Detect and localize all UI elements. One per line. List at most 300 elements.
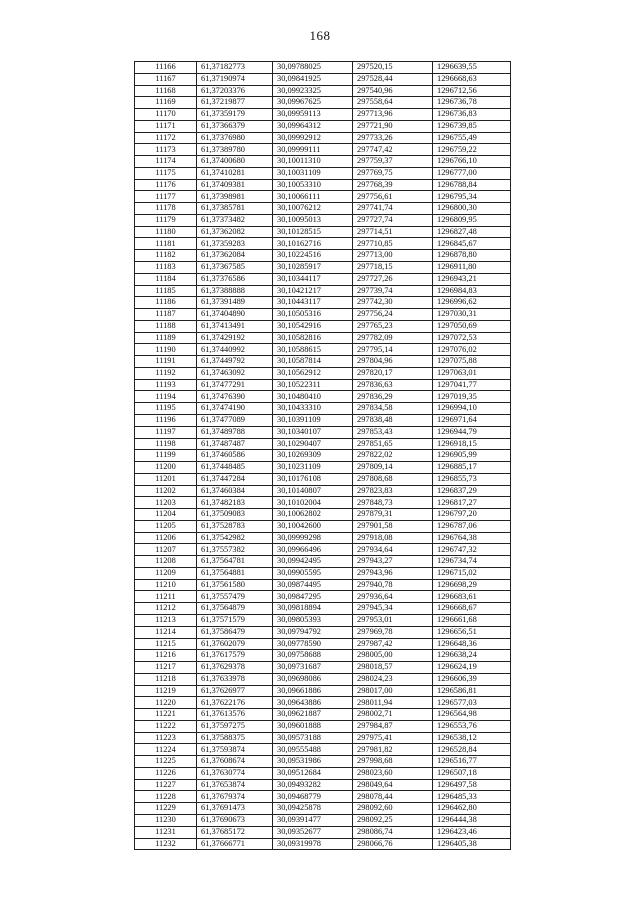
point-number-cell: 11177 bbox=[135, 191, 197, 203]
y-coordinate-cell: 1296984,83 bbox=[433, 285, 511, 297]
table-row bbox=[135, 567, 511, 579]
point-number-cell: 11172 bbox=[135, 132, 197, 144]
y-coordinate-cell: 1296845,67 bbox=[433, 238, 511, 250]
longitude-cell: 30,10128515 bbox=[273, 226, 353, 238]
y-coordinate-cell: 1296444,38 bbox=[433, 815, 511, 827]
x-coordinate-cell: 297747,42 bbox=[353, 144, 433, 156]
longitude-cell: 30,09966496 bbox=[273, 544, 353, 556]
table-row bbox=[135, 709, 511, 721]
x-coordinate-cell: 297987,42 bbox=[353, 638, 433, 650]
longitude-cell: 30,09818894 bbox=[273, 603, 353, 615]
point-number-cell: 11224 bbox=[135, 744, 197, 756]
table-row bbox=[135, 179, 511, 191]
longitude-cell: 30,09493282 bbox=[273, 779, 353, 791]
latitude-cell: 61,37359179 bbox=[197, 109, 273, 121]
x-coordinate-cell: 297528,44 bbox=[353, 73, 433, 85]
longitude-cell: 30,10505316 bbox=[273, 309, 353, 321]
table-row bbox=[135, 803, 511, 815]
y-coordinate-cell: 1296755,49 bbox=[433, 132, 511, 144]
point-number-cell: 11220 bbox=[135, 697, 197, 709]
point-number-cell: 11186 bbox=[135, 297, 197, 309]
point-number-cell: 11211 bbox=[135, 591, 197, 603]
point-number-cell: 11225 bbox=[135, 756, 197, 768]
longitude-cell: 30,09698086 bbox=[273, 673, 353, 685]
point-number-cell: 11183 bbox=[135, 262, 197, 274]
x-coordinate-cell: 297756,61 bbox=[353, 191, 433, 203]
longitude-cell: 30,09555488 bbox=[273, 744, 353, 756]
latitude-cell: 61,37477291 bbox=[197, 379, 273, 391]
x-coordinate-cell: 297901,58 bbox=[353, 520, 433, 532]
latitude-cell: 61,37690673 bbox=[197, 815, 273, 827]
longitude-cell: 30,09959113 bbox=[273, 109, 353, 121]
y-coordinate-cell: 1296739,85 bbox=[433, 120, 511, 132]
y-coordinate-cell: 1296736,78 bbox=[433, 97, 511, 109]
longitude-cell: 30,10340107 bbox=[273, 426, 353, 438]
longitude-cell: 30,10285917 bbox=[273, 262, 353, 274]
x-coordinate-cell: 298024,23 bbox=[353, 673, 433, 685]
x-coordinate-cell: 298023,60 bbox=[353, 767, 433, 779]
longitude-cell: 30,09874495 bbox=[273, 579, 353, 591]
latitude-cell: 61,37477089 bbox=[197, 414, 273, 426]
point-number-cell: 11171 bbox=[135, 120, 197, 132]
longitude-cell: 30,09352677 bbox=[273, 826, 353, 838]
latitude-cell: 61,37608674 bbox=[197, 756, 273, 768]
y-coordinate-cell: 1297072,53 bbox=[433, 332, 511, 344]
point-number-cell: 11223 bbox=[135, 732, 197, 744]
y-coordinate-cell: 1296538,12 bbox=[433, 732, 511, 744]
longitude-cell: 30,09847295 bbox=[273, 591, 353, 603]
x-coordinate-cell: 297520,15 bbox=[353, 62, 433, 74]
table-row bbox=[135, 650, 511, 662]
table-row bbox=[135, 85, 511, 97]
latitude-cell: 61,37653874 bbox=[197, 779, 273, 791]
point-number-cell: 11201 bbox=[135, 473, 197, 485]
x-coordinate-cell: 298066,76 bbox=[353, 838, 433, 850]
y-coordinate-cell: 1296766,10 bbox=[433, 156, 511, 168]
x-coordinate-cell: 297823,83 bbox=[353, 485, 433, 497]
x-coordinate-cell: 297742,30 bbox=[353, 297, 433, 309]
latitude-cell: 61,37633978 bbox=[197, 673, 273, 685]
y-coordinate-cell: 1296661,68 bbox=[433, 614, 511, 626]
longitude-cell: 30,09905595 bbox=[273, 567, 353, 579]
x-coordinate-cell: 297851,65 bbox=[353, 438, 433, 450]
latitude-cell: 61,37666771 bbox=[197, 838, 273, 850]
point-number-cell: 11198 bbox=[135, 438, 197, 450]
point-number-cell: 11232 bbox=[135, 838, 197, 850]
y-coordinate-cell: 1296586,81 bbox=[433, 685, 511, 697]
table-row bbox=[135, 320, 511, 332]
x-coordinate-cell: 297765,23 bbox=[353, 320, 433, 332]
y-coordinate-cell: 1296795,34 bbox=[433, 191, 511, 203]
y-coordinate-cell: 1296648,36 bbox=[433, 638, 511, 650]
longitude-cell: 30,10443117 bbox=[273, 297, 353, 309]
y-coordinate-cell: 1296606,39 bbox=[433, 673, 511, 685]
longitude-cell: 30,10391109 bbox=[273, 414, 353, 426]
latitude-cell: 61,37219877 bbox=[197, 97, 273, 109]
latitude-cell: 61,37593874 bbox=[197, 744, 273, 756]
y-coordinate-cell: 1297063,01 bbox=[433, 367, 511, 379]
y-coordinate-cell: 1296855,73 bbox=[433, 473, 511, 485]
y-coordinate-cell: 1296911,80 bbox=[433, 262, 511, 274]
table-row bbox=[135, 767, 511, 779]
x-coordinate-cell: 297820,17 bbox=[353, 367, 433, 379]
longitude-cell: 30,09391477 bbox=[273, 815, 353, 827]
point-number-cell: 11194 bbox=[135, 391, 197, 403]
longitude-cell: 30,10162716 bbox=[273, 238, 353, 250]
x-coordinate-cell: 297713,96 bbox=[353, 109, 433, 121]
longitude-cell: 30,10582816 bbox=[273, 332, 353, 344]
table-row bbox=[135, 744, 511, 756]
y-coordinate-cell: 1296759,22 bbox=[433, 144, 511, 156]
table-row bbox=[135, 673, 511, 685]
latitude-cell: 61,37630774 bbox=[197, 767, 273, 779]
y-coordinate-cell: 1296734,74 bbox=[433, 556, 511, 568]
x-coordinate-cell: 298078,44 bbox=[353, 791, 433, 803]
latitude-cell: 61,37626977 bbox=[197, 685, 273, 697]
x-coordinate-cell: 297769,75 bbox=[353, 167, 433, 179]
longitude-cell: 30,09923325 bbox=[273, 85, 353, 97]
y-coordinate-cell: 1296698,29 bbox=[433, 579, 511, 591]
y-coordinate-cell: 1296528,84 bbox=[433, 744, 511, 756]
x-coordinate-cell: 297741,74 bbox=[353, 203, 433, 215]
x-coordinate-cell: 298086,74 bbox=[353, 826, 433, 838]
table-row bbox=[135, 120, 511, 132]
table-row bbox=[135, 332, 511, 344]
latitude-cell: 61,37367585 bbox=[197, 262, 273, 274]
x-coordinate-cell: 297721,90 bbox=[353, 120, 433, 132]
y-coordinate-cell: 1296800,30 bbox=[433, 203, 511, 215]
longitude-cell: 30,09425878 bbox=[273, 803, 353, 815]
table-row bbox=[135, 203, 511, 215]
y-coordinate-cell: 1297050,69 bbox=[433, 320, 511, 332]
longitude-cell: 30,10588615 bbox=[273, 344, 353, 356]
x-coordinate-cell: 297558,64 bbox=[353, 97, 433, 109]
table-row bbox=[135, 697, 511, 709]
latitude-cell: 61,37447284 bbox=[197, 473, 273, 485]
longitude-cell: 30,10522311 bbox=[273, 379, 353, 391]
table-row bbox=[135, 462, 511, 474]
latitude-cell: 61,37564881 bbox=[197, 567, 273, 579]
longitude-cell: 30,10421217 bbox=[273, 285, 353, 297]
x-coordinate-cell: 297733,26 bbox=[353, 132, 433, 144]
coordinates-table bbox=[134, 61, 511, 850]
latitude-cell: 61,37182773 bbox=[197, 62, 273, 74]
longitude-cell: 30,09731687 bbox=[273, 662, 353, 674]
latitude-cell: 61,37389780 bbox=[197, 144, 273, 156]
x-coordinate-cell: 298018,57 bbox=[353, 662, 433, 674]
x-coordinate-cell: 297809,14 bbox=[353, 462, 433, 474]
table-row bbox=[135, 826, 511, 838]
table-row bbox=[135, 520, 511, 532]
longitude-cell: 30,10062802 bbox=[273, 509, 353, 521]
point-number-cell: 11216 bbox=[135, 650, 197, 662]
point-number-cell: 11199 bbox=[135, 450, 197, 462]
table-row bbox=[135, 791, 511, 803]
latitude-cell: 61,37385781 bbox=[197, 203, 273, 215]
latitude-cell: 61,37391489 bbox=[197, 297, 273, 309]
x-coordinate-cell: 297756,24 bbox=[353, 309, 433, 321]
latitude-cell: 61,37448485 bbox=[197, 462, 273, 474]
latitude-cell: 61,37597275 bbox=[197, 720, 273, 732]
latitude-cell: 61,37362084 bbox=[197, 250, 273, 262]
table-row bbox=[135, 356, 511, 368]
longitude-cell: 30,10269309 bbox=[273, 450, 353, 462]
point-number-cell: 11210 bbox=[135, 579, 197, 591]
x-coordinate-cell: 297940,78 bbox=[353, 579, 433, 591]
table-row bbox=[135, 285, 511, 297]
table-row bbox=[135, 403, 511, 415]
y-coordinate-cell: 1296656,51 bbox=[433, 626, 511, 638]
point-number-cell: 11168 bbox=[135, 85, 197, 97]
point-number-cell: 11174 bbox=[135, 156, 197, 168]
point-number-cell: 11169 bbox=[135, 97, 197, 109]
latitude-cell: 61,37557382 bbox=[197, 544, 273, 556]
y-coordinate-cell: 1296797,20 bbox=[433, 509, 511, 521]
y-coordinate-cell: 1296712,56 bbox=[433, 85, 511, 97]
table-row bbox=[135, 191, 511, 203]
point-number-cell: 11213 bbox=[135, 614, 197, 626]
latitude-cell: 61,37679374 bbox=[197, 791, 273, 803]
y-coordinate-cell: 1296638,24 bbox=[433, 650, 511, 662]
table-row bbox=[135, 262, 511, 274]
longitude-cell: 30,10102004 bbox=[273, 497, 353, 509]
latitude-cell: 61,37685172 bbox=[197, 826, 273, 838]
y-coordinate-cell: 1296809,95 bbox=[433, 214, 511, 226]
y-coordinate-cell: 1296715,02 bbox=[433, 567, 511, 579]
latitude-cell: 61,37564781 bbox=[197, 556, 273, 568]
table-row bbox=[135, 156, 511, 168]
y-coordinate-cell: 1296497,58 bbox=[433, 779, 511, 791]
latitude-cell: 61,37440992 bbox=[197, 344, 273, 356]
x-coordinate-cell: 297713,00 bbox=[353, 250, 433, 262]
y-coordinate-cell: 1296485,33 bbox=[433, 791, 511, 803]
table-row bbox=[135, 626, 511, 638]
point-number-cell: 11200 bbox=[135, 462, 197, 474]
x-coordinate-cell: 297834,58 bbox=[353, 403, 433, 415]
y-coordinate-cell: 1296787,06 bbox=[433, 520, 511, 532]
x-coordinate-cell: 297782,09 bbox=[353, 332, 433, 344]
table-row bbox=[135, 720, 511, 732]
latitude-cell: 61,37404890 bbox=[197, 309, 273, 321]
latitude-cell: 61,37203376 bbox=[197, 85, 273, 97]
x-coordinate-cell: 297943,27 bbox=[353, 556, 433, 568]
x-coordinate-cell: 298011,94 bbox=[353, 697, 433, 709]
point-number-cell: 11179 bbox=[135, 214, 197, 226]
y-coordinate-cell: 1296971,64 bbox=[433, 414, 511, 426]
longitude-cell: 30,09794792 bbox=[273, 626, 353, 638]
table-row bbox=[135, 109, 511, 121]
latitude-cell: 61,37489788 bbox=[197, 426, 273, 438]
page-number: 168 bbox=[309, 28, 331, 43]
x-coordinate-cell: 297848,73 bbox=[353, 497, 433, 509]
table-row bbox=[135, 732, 511, 744]
y-coordinate-cell: 1296878,80 bbox=[433, 250, 511, 262]
latitude-cell: 61,37373482 bbox=[197, 214, 273, 226]
y-coordinate-cell: 1296564,98 bbox=[433, 709, 511, 721]
point-number-cell: 11206 bbox=[135, 532, 197, 544]
point-number-cell: 11180 bbox=[135, 226, 197, 238]
longitude-cell: 30,10224516 bbox=[273, 250, 353, 262]
latitude-cell: 61,37463092 bbox=[197, 367, 273, 379]
longitude-cell: 30,10433310 bbox=[273, 403, 353, 415]
latitude-cell: 61,37528783 bbox=[197, 520, 273, 532]
point-number-cell: 11175 bbox=[135, 167, 197, 179]
longitude-cell: 30,10587814 bbox=[273, 356, 353, 368]
point-number-cell: 11176 bbox=[135, 179, 197, 191]
table-row bbox=[135, 426, 511, 438]
longitude-cell: 30,09573188 bbox=[273, 732, 353, 744]
latitude-cell: 61,37460384 bbox=[197, 485, 273, 497]
latitude-cell: 61,37586479 bbox=[197, 626, 273, 638]
x-coordinate-cell: 297838,48 bbox=[353, 414, 433, 426]
longitude-cell: 30,09601888 bbox=[273, 720, 353, 732]
latitude-cell: 61,37476390 bbox=[197, 391, 273, 403]
x-coordinate-cell: 297795,14 bbox=[353, 344, 433, 356]
y-coordinate-cell: 1296996,62 bbox=[433, 297, 511, 309]
y-coordinate-cell: 1296747,32 bbox=[433, 544, 511, 556]
point-number-cell: 11190 bbox=[135, 344, 197, 356]
x-coordinate-cell: 297853,43 bbox=[353, 426, 433, 438]
y-coordinate-cell: 1296553,76 bbox=[433, 720, 511, 732]
x-coordinate-cell: 297998,68 bbox=[353, 756, 433, 768]
point-number-cell: 11218 bbox=[135, 673, 197, 685]
table-row bbox=[135, 344, 511, 356]
table-row bbox=[135, 556, 511, 568]
table-row bbox=[135, 532, 511, 544]
y-coordinate-cell: 1296668,67 bbox=[433, 603, 511, 615]
point-number-cell: 11187 bbox=[135, 309, 197, 321]
point-number-cell: 11167 bbox=[135, 73, 197, 85]
longitude-cell: 30,09964312 bbox=[273, 120, 353, 132]
table-row bbox=[135, 579, 511, 591]
latitude-cell: 61,37542982 bbox=[197, 532, 273, 544]
point-number-cell: 11212 bbox=[135, 603, 197, 615]
y-coordinate-cell: 1296736,83 bbox=[433, 109, 511, 121]
longitude-cell: 30,10542916 bbox=[273, 320, 353, 332]
latitude-cell: 61,37482183 bbox=[197, 497, 273, 509]
latitude-cell: 61,37613576 bbox=[197, 709, 273, 721]
y-coordinate-cell: 1296918,15 bbox=[433, 438, 511, 450]
y-coordinate-cell: 1296905,99 bbox=[433, 450, 511, 462]
table-row bbox=[135, 367, 511, 379]
point-number-cell: 11215 bbox=[135, 638, 197, 650]
table-row bbox=[135, 497, 511, 509]
y-coordinate-cell: 1296577,03 bbox=[433, 697, 511, 709]
y-coordinate-cell: 1296423,46 bbox=[433, 826, 511, 838]
longitude-cell: 30,09319978 bbox=[273, 838, 353, 850]
table-row bbox=[135, 662, 511, 674]
latitude-cell: 61,37398981 bbox=[197, 191, 273, 203]
y-coordinate-cell: 1296764,38 bbox=[433, 532, 511, 544]
point-number-cell: 11231 bbox=[135, 826, 197, 838]
longitude-cell: 30,10140807 bbox=[273, 485, 353, 497]
table-row bbox=[135, 544, 511, 556]
longitude-cell: 30,09512684 bbox=[273, 767, 353, 779]
point-number-cell: 11214 bbox=[135, 626, 197, 638]
longitude-cell: 30,09992912 bbox=[273, 132, 353, 144]
longitude-cell: 30,09531986 bbox=[273, 756, 353, 768]
latitude-cell: 61,37449792 bbox=[197, 356, 273, 368]
y-coordinate-cell: 1296462,80 bbox=[433, 803, 511, 815]
point-number-cell: 11184 bbox=[135, 273, 197, 285]
table-row bbox=[135, 685, 511, 697]
y-coordinate-cell: 1296516,77 bbox=[433, 756, 511, 768]
table-row bbox=[135, 438, 511, 450]
longitude-cell: 30,09758688 bbox=[273, 650, 353, 662]
x-coordinate-cell: 297975,41 bbox=[353, 732, 433, 744]
x-coordinate-cell: 297836,29 bbox=[353, 391, 433, 403]
point-number-cell: 11221 bbox=[135, 709, 197, 721]
x-coordinate-cell: 297981,82 bbox=[353, 744, 433, 756]
latitude-cell: 61,37487487 bbox=[197, 438, 273, 450]
x-coordinate-cell: 297540,96 bbox=[353, 85, 433, 97]
longitude-cell: 30,10231109 bbox=[273, 462, 353, 474]
x-coordinate-cell: 298049,64 bbox=[353, 779, 433, 791]
longitude-cell: 30,09788025 bbox=[273, 62, 353, 74]
latitude-cell: 61,37617579 bbox=[197, 650, 273, 662]
latitude-cell: 61,37362082 bbox=[197, 226, 273, 238]
point-number-cell: 11226 bbox=[135, 767, 197, 779]
point-number-cell: 11209 bbox=[135, 567, 197, 579]
longitude-cell: 30,10031109 bbox=[273, 167, 353, 179]
point-number-cell: 11204 bbox=[135, 509, 197, 521]
point-number-cell: 11207 bbox=[135, 544, 197, 556]
point-number-cell: 11228 bbox=[135, 791, 197, 803]
latitude-cell: 61,37460586 bbox=[197, 450, 273, 462]
longitude-cell: 30,10011310 bbox=[273, 156, 353, 168]
table-row bbox=[135, 779, 511, 791]
y-coordinate-cell: 1297030,31 bbox=[433, 309, 511, 321]
table-row bbox=[135, 485, 511, 497]
point-number-cell: 11193 bbox=[135, 379, 197, 391]
x-coordinate-cell: 298092,60 bbox=[353, 803, 433, 815]
x-coordinate-cell: 297804,96 bbox=[353, 356, 433, 368]
x-coordinate-cell: 297943,96 bbox=[353, 567, 433, 579]
table-row bbox=[135, 838, 511, 850]
y-coordinate-cell: 1297041,77 bbox=[433, 379, 511, 391]
point-number-cell: 11229 bbox=[135, 803, 197, 815]
point-number-cell: 11227 bbox=[135, 779, 197, 791]
table-row bbox=[135, 214, 511, 226]
latitude-cell: 61,37429192 bbox=[197, 332, 273, 344]
table-row bbox=[135, 309, 511, 321]
point-number-cell: 11202 bbox=[135, 485, 197, 497]
y-coordinate-cell: 1296943,21 bbox=[433, 273, 511, 285]
table-row bbox=[135, 144, 511, 156]
y-coordinate-cell: 1296944,79 bbox=[433, 426, 511, 438]
y-coordinate-cell: 1296817,27 bbox=[433, 497, 511, 509]
table-row bbox=[135, 473, 511, 485]
point-number-cell: 11182 bbox=[135, 250, 197, 262]
table-row bbox=[135, 638, 511, 650]
x-coordinate-cell: 297768,39 bbox=[353, 179, 433, 191]
x-coordinate-cell: 297739,74 bbox=[353, 285, 433, 297]
point-number-cell: 11205 bbox=[135, 520, 197, 532]
point-number-cell: 11189 bbox=[135, 332, 197, 344]
latitude-cell: 61,37376980 bbox=[197, 132, 273, 144]
latitude-cell: 61,37409381 bbox=[197, 179, 273, 191]
x-coordinate-cell: 298017,00 bbox=[353, 685, 433, 697]
longitude-cell: 30,09999111 bbox=[273, 144, 353, 156]
table-row bbox=[135, 450, 511, 462]
x-coordinate-cell: 297945,34 bbox=[353, 603, 433, 615]
latitude-cell: 61,37388888 bbox=[197, 285, 273, 297]
longitude-cell: 30,09967625 bbox=[273, 97, 353, 109]
latitude-cell: 61,37376586 bbox=[197, 273, 273, 285]
table-row bbox=[135, 273, 511, 285]
y-coordinate-cell: 1296668,63 bbox=[433, 73, 511, 85]
point-number-cell: 11203 bbox=[135, 497, 197, 509]
